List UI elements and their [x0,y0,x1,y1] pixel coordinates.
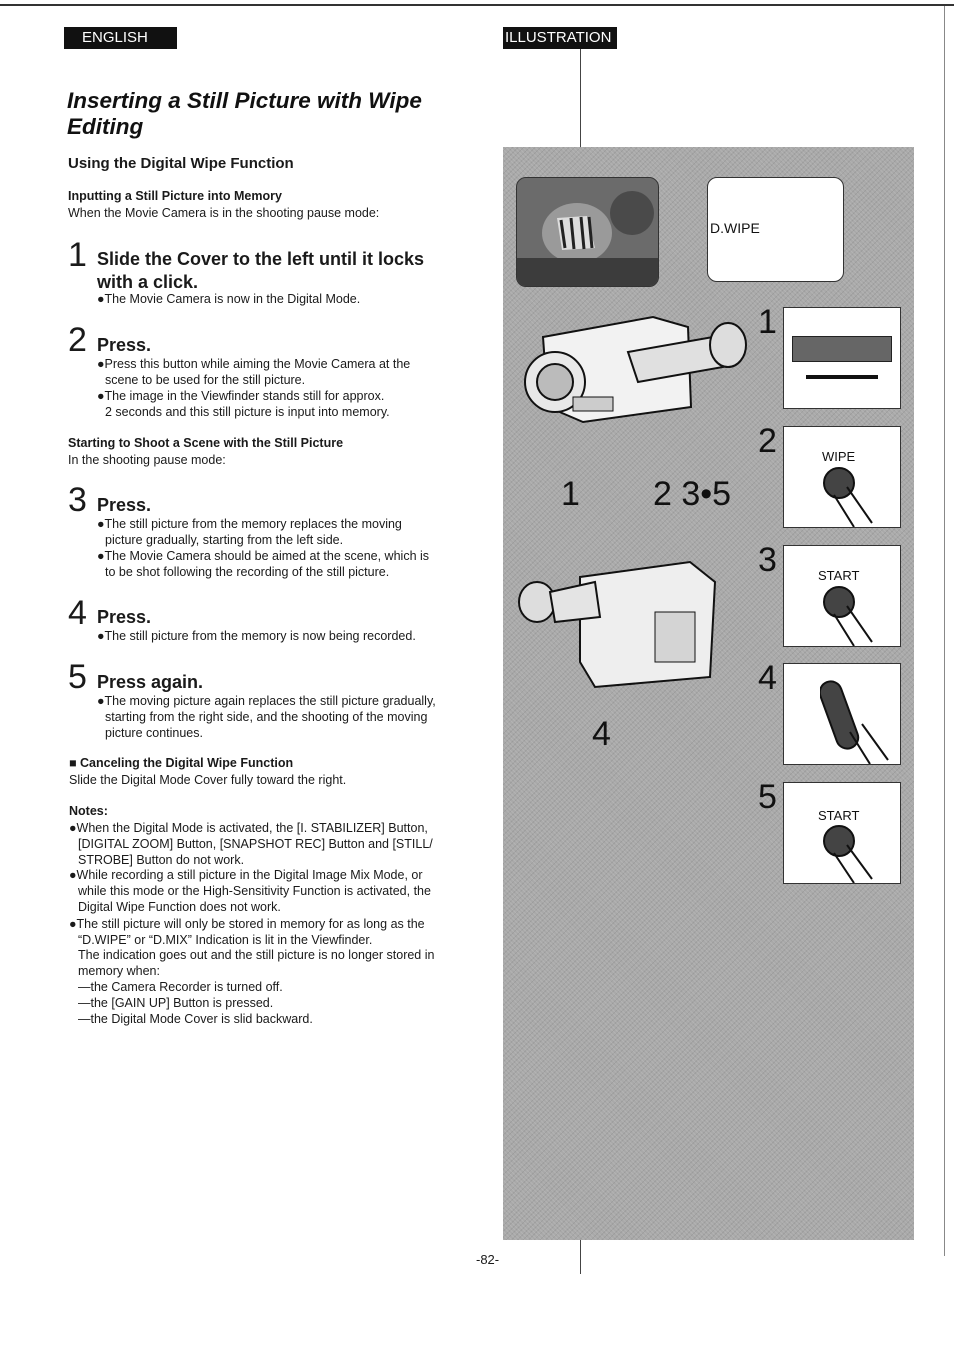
start-button-label-3: START [818,568,860,583]
right-rule [944,6,945,1256]
step-5-title: Press again. [97,672,204,692]
finger-press-icon [814,584,874,646]
memory-heading: Inputting a Still Picture into Memory [68,189,282,203]
step-5-number: 5 [68,658,87,696]
camcorder-side-icon [515,552,725,692]
step-2-bullet-2a: ●The image in the Viewfinder stands still for approx. [97,389,385,403]
note-dash-1: —the Camera Recorder is turned off. [78,980,283,994]
panel-5-number: 5 [758,778,777,816]
panel-1 [783,307,901,409]
step-3-title: Press. [97,495,152,515]
step-1-bullet: ●The Movie Camera is now in the Digital Mode. [97,292,361,306]
note-dash-3: —the Digital Mode Cover is slid backward. [78,1012,313,1026]
page-title [67,88,487,140]
step-5-bullet-b: starting from the right side, and the shooting of the moving [105,710,428,724]
panel-5 [783,782,901,884]
camera-callout-4: 4 [592,715,611,753]
illustration-tag: ILLUSTRATION [503,27,617,49]
note-2b: while this mode or the High-Sensitivity Function is activated, the [78,884,431,898]
note-3c: The indication goes out and the still picture is no longer stored in [78,948,435,962]
top-rule [0,4,954,6]
step-1-title-b: with a click. [97,272,199,292]
note-1a: ●When the Digital Mode is activated, the [I. STABILIZER] Button, [69,821,428,835]
step-4-number: 4 [68,594,87,632]
illustration-area [503,147,914,1240]
step-4-title: Press. [97,607,152,627]
step-2-bullet-1b: scene to be used for the still picture. [105,373,306,387]
note-1b: [DIGITAL ZOOM] Button, [SNAPSHOT REC] Button and [STILL/ [78,837,433,851]
step-2-title: Press. [97,335,152,355]
step-2-number: 2 [68,321,87,359]
step-3-bullet-1a: ●The still picture from the memory replaces the moving [97,517,402,531]
zebra-scene-icon [517,178,659,287]
wipe-button-label: WIPE [822,449,856,464]
finger-press-long-icon [820,672,890,764]
step-1-title-a: Slide the Cover to the left until it locks [97,249,425,269]
title-line-1: Inserting a Still Picture with Wipe [67,88,422,113]
camera-callout-2-3-5: 2 3•5 [653,475,732,513]
viewfinder-scene-image [516,177,659,287]
mode-cover-icon [792,336,892,362]
step-1-number: 1 [68,236,87,274]
slide-arrow-icon [806,375,878,379]
panel-3-number: 3 [758,541,777,579]
note-dash-2: —the [GAIN UP] Button is pressed. [78,996,274,1010]
panel-1-number: 1 [758,303,777,341]
step-2-bullet-2b: 2 seconds and this still picture is input into memory. [105,405,390,419]
memory-intro: When the Movie Camera is in the shooting pause mode: [68,206,380,220]
step-3-bullet-1b: picture gradually, starting from the left side. [105,533,344,547]
notes-heading: Notes: [69,804,108,818]
note-2a: ●While recording a still picture in the Digital Image Mix Mode, or [69,868,423,882]
step-4-bullet: ●The still picture from the memory is now being recorded. [97,629,416,643]
camera-callout-1: 1 [561,475,580,513]
cancel-text: Slide the Digital Mode Cover fully toward the right. [69,773,347,787]
shoot-intro: In the shooting pause mode: [68,453,226,467]
step-3-bullet-2a: ●The Movie Camera should be aimed at the scene, which is [97,549,430,563]
viewfinder-indicator-panel [707,177,844,282]
shoot-heading: Starting to Shoot a Scene with the Still Picture [68,436,344,450]
note-1c: STROBE] Button do not work. [78,853,245,867]
panel-4 [783,663,901,765]
dwipe-indicator: D.WIPE [710,220,760,236]
step-3-number: 3 [68,481,87,519]
step-3-bullet-2b: to be shot following the recording of the still picture. [105,565,390,579]
step-5-bullet-c: picture continues. [105,726,203,740]
panel-2-number: 2 [758,422,777,460]
panel-3 [783,545,901,647]
title-line-2: Editing [67,114,144,139]
finger-press-icon [814,823,874,883]
panel-2 [783,426,901,528]
note-3d: memory when: [78,964,160,978]
start-button-label-5: START [818,808,860,823]
cancel-heading: ■ Canceling the Digital Wipe Function [69,756,294,770]
page-number: -82- [476,1252,500,1267]
language-tag: ENGLISH [64,27,177,49]
section-heading: Using the Digital Wipe Function [68,155,294,172]
camcorder-front-icon [513,297,753,447]
step-5-bullet-a: ●The moving picture again replaces the still picture gradually, [97,694,436,708]
note-3b: “D.WIPE” or “D.MIX” Indication is lit in the Viewfinder. [78,933,373,947]
panel-4-number: 4 [758,659,777,697]
step-2-bullet-1a: ●Press this button while aiming the Movie Camera at the [97,357,411,371]
finger-press-icon [814,465,874,527]
note-3a: ●The still picture will only be stored in memory for as long as the [69,917,425,931]
note-2c: Digital Wipe Function does not work. [78,900,281,914]
